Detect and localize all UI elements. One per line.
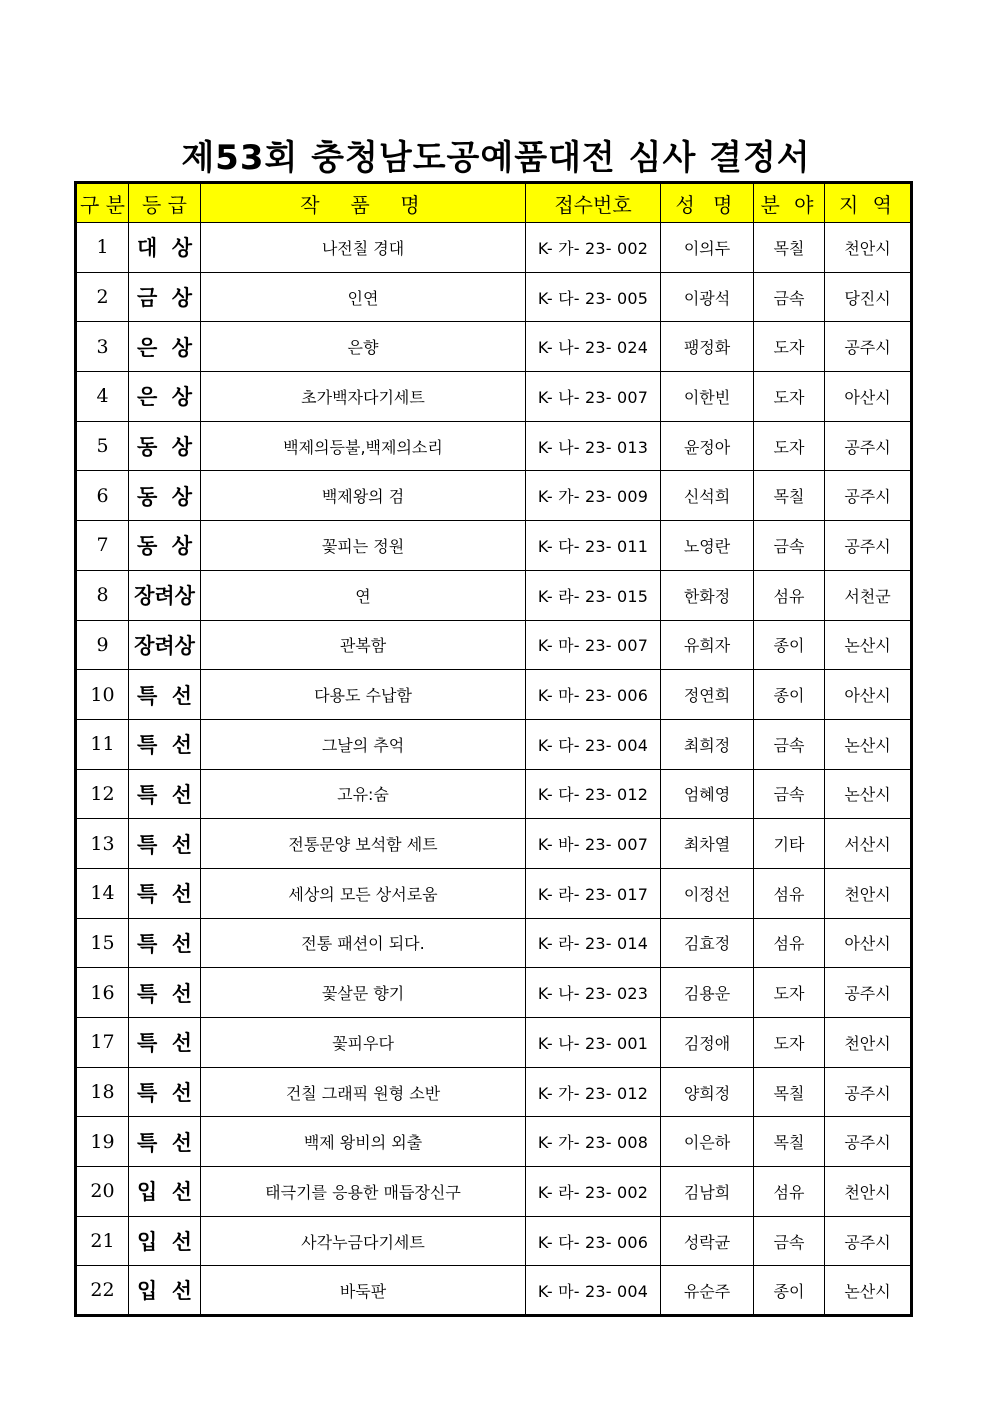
- work-title-cell: 관복함: [201, 620, 526, 670]
- grade-label: [129, 680, 200, 710]
- grade-char: 특: [137, 781, 158, 807]
- grade-char: 금: [137, 285, 158, 311]
- work-title-cell: 연: [201, 570, 526, 620]
- grade-label: [129, 829, 200, 859]
- artist-name-cell: 정연희: [661, 670, 754, 720]
- field-cell: 섬유: [754, 918, 825, 968]
- table-row: [76, 1018, 912, 1068]
- field-cell: 금속: [754, 1216, 825, 1266]
- field-cell: 도자: [754, 968, 825, 1018]
- grade-cell: [129, 322, 201, 372]
- grade-char: 선: [171, 1030, 192, 1056]
- grade-char: 특: [137, 682, 158, 708]
- field-cell: 도자: [754, 1018, 825, 1068]
- work-title-cell: 건칠 그래픽 원형 소반: [201, 1067, 526, 1117]
- grade-cell: [129, 1266, 201, 1316]
- artist-name-cell: 이정선: [661, 868, 754, 918]
- no-cell: 14: [76, 868, 129, 918]
- grade-char: 선: [171, 980, 192, 1006]
- work-title-cell: 바둑판: [201, 1266, 526, 1316]
- grade-char: 선: [171, 781, 192, 807]
- no-cell: 1: [76, 223, 129, 273]
- grade-cell: [129, 769, 201, 819]
- header-field: [754, 183, 825, 223]
- region-cell: 아산시: [825, 670, 912, 720]
- grade-char: 상: [171, 235, 192, 261]
- work-title-cell: 인연: [201, 272, 526, 322]
- header-work-label: 작 품 명: [300, 192, 426, 217]
- grade-char: 입: [137, 1229, 158, 1255]
- region-cell: 공주시: [825, 421, 912, 471]
- registration-number-cell: K- 가- 23- 002: [526, 223, 661, 273]
- grade-cell: [129, 620, 201, 670]
- table-row: [76, 1117, 912, 1167]
- grade-label: [129, 530, 200, 560]
- table-row: [76, 421, 912, 471]
- grade-cell: [129, 521, 201, 571]
- table-row: [76, 471, 912, 521]
- artist-name-cell: 유순주: [661, 1266, 754, 1316]
- region-cell: 천안시: [825, 1018, 912, 1068]
- grade-cell: [129, 719, 201, 769]
- work-title-cell: 세상의 모든 상서로움: [201, 868, 526, 918]
- no-cell: 9: [76, 620, 129, 670]
- grade-label: [129, 232, 200, 262]
- no-cell: 12: [76, 769, 129, 819]
- region-cell: 공주시: [825, 471, 912, 521]
- grade-char: 상: [171, 285, 192, 311]
- grade-cell: [129, 223, 201, 273]
- grade-char: 특: [137, 831, 158, 857]
- no-cell: 15: [76, 918, 129, 968]
- region-cell: 서산시: [825, 819, 912, 869]
- artist-name-cell: 최희정: [661, 719, 754, 769]
- no-cell: 19: [76, 1117, 129, 1167]
- table-row: [76, 1216, 912, 1266]
- artist-name-cell: 김정애: [661, 1018, 754, 1068]
- grade-char: 특: [137, 732, 158, 758]
- registration-number-cell: K- 마- 23- 007: [526, 620, 661, 670]
- no-cell: 16: [76, 968, 129, 1018]
- artist-name-cell: 팽정화: [661, 322, 754, 372]
- region-cell: 천안시: [825, 223, 912, 273]
- registration-number-cell: K- 다- 23- 012: [526, 769, 661, 819]
- grade-cell: [129, 1067, 201, 1117]
- work-title-cell: 은향: [201, 322, 526, 372]
- table-row: [76, 1167, 912, 1217]
- grade-char: 특: [137, 930, 158, 956]
- grade-char: 특: [137, 1080, 158, 1106]
- grade-cell: [129, 1167, 201, 1217]
- no-cell: 7: [76, 521, 129, 571]
- field-cell: 목칠: [754, 223, 825, 273]
- table-body: [76, 223, 912, 1316]
- registration-number-cell: K- 다- 23- 004: [526, 719, 661, 769]
- field-cell: 기타: [754, 819, 825, 869]
- grade-cell: [129, 819, 201, 869]
- field-cell: 금속: [754, 719, 825, 769]
- grade-char: 특: [137, 1030, 158, 1056]
- region-cell: 천안시: [825, 868, 912, 918]
- region-cell: 논산시: [825, 1266, 912, 1316]
- grade-char: 상: [171, 483, 192, 509]
- header-name: [661, 183, 754, 223]
- table-row: [76, 322, 912, 372]
- registration-number-cell: K- 마- 23- 006: [526, 670, 661, 720]
- header-grade: [129, 183, 201, 223]
- artist-name-cell: 김효정: [661, 918, 754, 968]
- grade-char: 선: [171, 732, 192, 758]
- grade-char: 선: [171, 930, 192, 956]
- field-cell: 금속: [754, 521, 825, 571]
- work-title-cell: 태극기를 응용한 매듭장신구: [201, 1167, 526, 1217]
- grade-char: 선: [171, 1179, 192, 1205]
- artist-name-cell: 김남희: [661, 1167, 754, 1217]
- grade-cell: [129, 471, 201, 521]
- page-title: 제53회 충청남도공예품대전 심사 결정서: [181, 138, 811, 178]
- artist-name-cell: 이한빈: [661, 372, 754, 422]
- field-cell: 종이: [754, 620, 825, 670]
- grade-char: 선: [171, 682, 192, 708]
- work-title-cell: 백제왕의 검: [201, 471, 526, 521]
- registration-number-cell: K- 바- 23- 007: [526, 819, 661, 869]
- no-cell: 5: [76, 421, 129, 471]
- registration-number-cell: K- 나- 23- 023: [526, 968, 661, 1018]
- no-cell: 10: [76, 670, 129, 720]
- region-cell: 논산시: [825, 620, 912, 670]
- grade-label: [129, 1275, 200, 1305]
- region-cell: 논산시: [825, 769, 912, 819]
- registration-number-cell: K- 라- 23- 017: [526, 868, 661, 918]
- table-row: [76, 719, 912, 769]
- grade-char: 특: [137, 881, 158, 907]
- no-cell: 22: [76, 1266, 129, 1316]
- table-row: [76, 372, 912, 422]
- registration-number-cell: K- 가- 23- 009: [526, 471, 661, 521]
- grade-cell: [129, 1117, 201, 1167]
- grade-char: 상: [171, 533, 192, 559]
- registration-number-cell: K- 라- 23- 014: [526, 918, 661, 968]
- no-cell: 21: [76, 1216, 129, 1266]
- registration-number-cell: K- 가- 23- 012: [526, 1067, 661, 1117]
- grade-label: [129, 282, 200, 312]
- region-cell: 공주시: [825, 1216, 912, 1266]
- grade-cell: [129, 670, 201, 720]
- work-title-cell: 그날의 추억: [201, 719, 526, 769]
- grade-cell: [129, 421, 201, 471]
- artist-name-cell: 이광석: [661, 272, 754, 322]
- no-cell: 3: [76, 322, 129, 372]
- header-no-label: 구 분: [80, 192, 125, 217]
- artist-name-cell: 양희정: [661, 1067, 754, 1117]
- grade-cell: [129, 372, 201, 422]
- region-cell: 서천군: [825, 570, 912, 620]
- region-cell: 공주시: [825, 322, 912, 372]
- artist-name-cell: 성락균: [661, 1216, 754, 1266]
- registration-number-cell: K- 다- 23- 011: [526, 521, 661, 571]
- artist-name-cell: 한화정: [661, 570, 754, 620]
- table-row: [76, 819, 912, 869]
- work-title-cell: 꽃피는 정원: [201, 521, 526, 571]
- artist-name-cell: 엄혜영: [661, 769, 754, 819]
- registration-number-cell: K- 다- 23- 006: [526, 1216, 661, 1266]
- registration-number-cell: K- 다- 23- 005: [526, 272, 661, 322]
- field-cell: 목칠: [754, 471, 825, 521]
- work-title-cell: 전통 패션이 되다.: [201, 918, 526, 968]
- work-title-cell: 고유:숨: [201, 769, 526, 819]
- grade-char: 선: [171, 881, 192, 907]
- table-row: [76, 620, 912, 670]
- table-row: [76, 521, 912, 571]
- grade-label: [129, 381, 200, 411]
- header-name-label: 성 명: [675, 192, 739, 217]
- grade-label: 장려상: [134, 583, 195, 609]
- region-cell: 아산시: [825, 372, 912, 422]
- table-row: [76, 670, 912, 720]
- no-cell: 2: [76, 272, 129, 322]
- grade-char: 입: [137, 1278, 158, 1304]
- grade-label: [129, 978, 200, 1008]
- grade-cell: [129, 570, 201, 620]
- registration-number-cell: K- 라- 23- 015: [526, 570, 661, 620]
- grade-label: [129, 1077, 200, 1107]
- grade-label: [129, 1027, 200, 1057]
- field-cell: 목칠: [754, 1117, 825, 1167]
- table-row: [76, 868, 912, 918]
- table-row: [76, 1067, 912, 1117]
- grade-char: 선: [171, 1080, 192, 1106]
- field-cell: 도자: [754, 421, 825, 471]
- grade-char: 선: [171, 1229, 192, 1255]
- work-title-cell: 백제 왕비의 외출: [201, 1117, 526, 1167]
- header-field-label: 분 야: [760, 192, 818, 217]
- artist-name-cell: 신석희: [661, 471, 754, 521]
- work-title-cell: 초가백자다기세트: [201, 372, 526, 422]
- grade-label: [129, 1176, 200, 1206]
- artist-name-cell: 유희자: [661, 620, 754, 670]
- region-cell: 공주시: [825, 521, 912, 571]
- work-title-cell: 꽃살문 향기: [201, 968, 526, 1018]
- region-cell: 공주시: [825, 1117, 912, 1167]
- region-cell: 공주시: [825, 1067, 912, 1117]
- table-row: [76, 272, 912, 322]
- field-cell: 섬유: [754, 1167, 825, 1217]
- grade-label: [129, 779, 200, 809]
- grade-cell: [129, 272, 201, 322]
- artist-name-cell: 노영란: [661, 521, 754, 571]
- no-cell: 20: [76, 1167, 129, 1217]
- field-cell: 금속: [754, 272, 825, 322]
- grade-cell: [129, 918, 201, 968]
- registration-number-cell: K- 나- 23- 024: [526, 322, 661, 372]
- registration-number-cell: K- 나- 23- 007: [526, 372, 661, 422]
- work-title-cell: 백제의등불,백제의소리: [201, 421, 526, 471]
- no-cell: 4: [76, 372, 129, 422]
- grade-char: 은: [137, 334, 158, 360]
- grade-label: [129, 481, 200, 511]
- no-cell: 11: [76, 719, 129, 769]
- header-row: [76, 183, 912, 223]
- registration-number-cell: K- 마- 23- 004: [526, 1266, 661, 1316]
- table-row: [76, 1266, 912, 1316]
- grade-char: 은: [137, 384, 158, 410]
- region-cell: 논산시: [825, 719, 912, 769]
- grade-label: [129, 431, 200, 461]
- grade-label: 장려상: [134, 632, 195, 658]
- registration-number-cell: K- 나- 23- 013: [526, 421, 661, 471]
- results-table: [74, 181, 913, 1317]
- header-region-label: 지 역: [839, 192, 896, 217]
- grade-char: 대: [137, 235, 158, 261]
- registration-number-cell: K- 나- 23- 001: [526, 1018, 661, 1068]
- no-cell: 13: [76, 819, 129, 869]
- grade-cell: [129, 968, 201, 1018]
- region-cell: 공주시: [825, 968, 912, 1018]
- field-cell: 도자: [754, 372, 825, 422]
- grade-char: 동: [137, 434, 158, 460]
- table-row: [76, 570, 912, 620]
- registration-number-cell: K- 가- 23- 008: [526, 1117, 661, 1167]
- grade-cell: [129, 1216, 201, 1266]
- field-cell: 목칠: [754, 1067, 825, 1117]
- table-row: [76, 223, 912, 273]
- grade-cell: [129, 868, 201, 918]
- region-cell: 아산시: [825, 918, 912, 968]
- grade-char: 상: [171, 384, 192, 410]
- grade-char: 동: [137, 533, 158, 559]
- grade-cell: [129, 1018, 201, 1068]
- region-cell: 천안시: [825, 1167, 912, 1217]
- header-work: [201, 183, 526, 223]
- grade-char: 상: [171, 434, 192, 460]
- work-title-cell: 나전칠 경대: [201, 223, 526, 273]
- field-cell: 종이: [754, 1266, 825, 1316]
- header-reg: [526, 183, 661, 223]
- no-cell: 18: [76, 1067, 129, 1117]
- no-cell: 17: [76, 1018, 129, 1068]
- grade-char: 동: [137, 483, 158, 509]
- field-cell: 금속: [754, 769, 825, 819]
- grade-label: [129, 1226, 200, 1256]
- table-row: [76, 968, 912, 1018]
- grade-label: [129, 1127, 200, 1157]
- header-grade-label: 등 급: [142, 192, 187, 217]
- artist-name-cell: 최차열: [661, 819, 754, 869]
- registration-number-cell: K- 라- 23- 002: [526, 1167, 661, 1217]
- grade-label: [129, 729, 200, 759]
- table-row: [76, 769, 912, 819]
- grade-label: [129, 878, 200, 908]
- field-cell: 섬유: [754, 868, 825, 918]
- artist-name-cell: 이의두: [661, 223, 754, 273]
- grade-char: 선: [171, 1278, 192, 1304]
- field-cell: 도자: [754, 322, 825, 372]
- grade-char: 선: [171, 831, 192, 857]
- field-cell: 섬유: [754, 570, 825, 620]
- work-title-cell: 전통문양 보석함 세트: [201, 819, 526, 869]
- grade-char: 상: [171, 334, 192, 360]
- artist-name-cell: 윤정아: [661, 421, 754, 471]
- header-region: [825, 183, 912, 223]
- grade-char: 특: [137, 980, 158, 1006]
- grade-char: 선: [171, 1129, 192, 1155]
- no-cell: 8: [76, 570, 129, 620]
- work-title-cell: 꽃피우다: [201, 1018, 526, 1068]
- grade-char: 특: [137, 1129, 158, 1155]
- table-row: [76, 918, 912, 968]
- header-reg-label: 접수번호: [554, 192, 632, 217]
- grade-label: [129, 332, 200, 362]
- field-cell: 종이: [754, 670, 825, 720]
- work-title-cell: 다용도 수납함: [201, 670, 526, 720]
- grade-label: [129, 928, 200, 958]
- artist-name-cell: 김용운: [661, 968, 754, 1018]
- header-no: [76, 183, 129, 223]
- region-cell: 당진시: [825, 272, 912, 322]
- work-title-cell: 사각누금다기세트: [201, 1216, 526, 1266]
- artist-name-cell: 이은하: [661, 1117, 754, 1167]
- grade-char: 입: [137, 1179, 158, 1205]
- no-cell: 6: [76, 471, 129, 521]
